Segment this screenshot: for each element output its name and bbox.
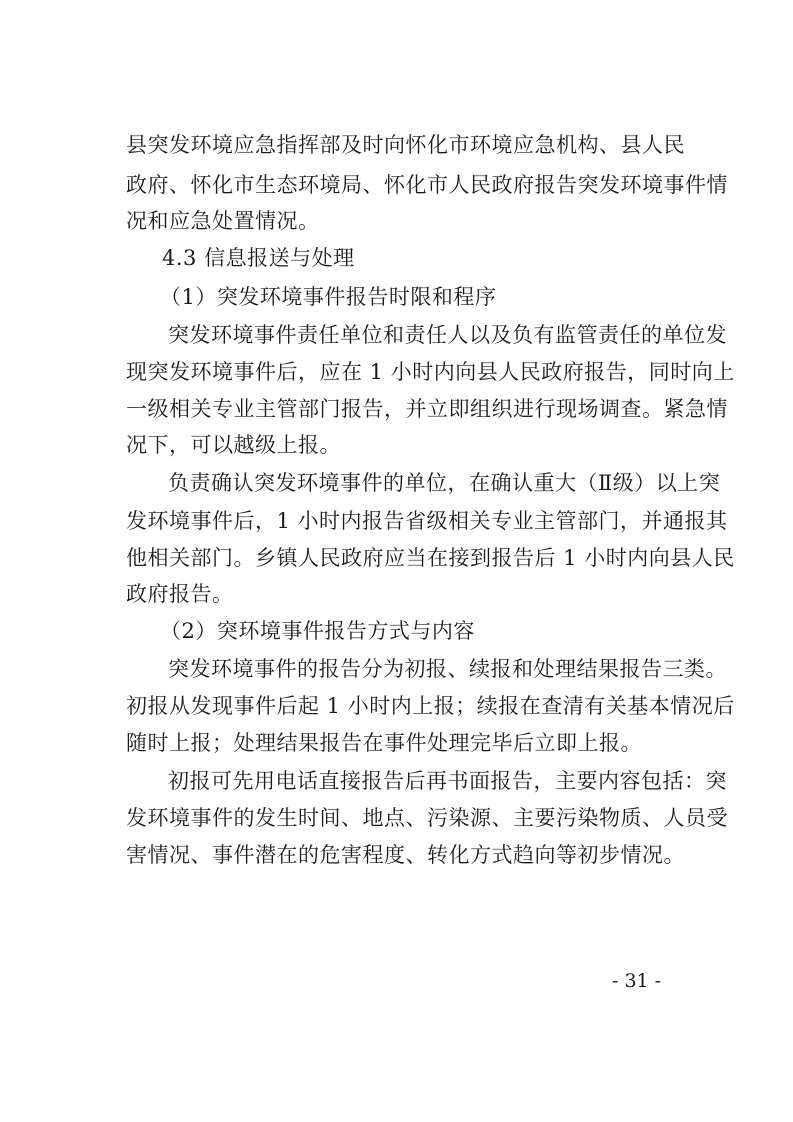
subsection-heading: （2）突环境事件报告方式与内容 bbox=[160, 619, 475, 643]
paragraph-line: 现突发环境事件后，应在 1 小时内向县人民政府报告，同时向上 bbox=[126, 360, 735, 384]
paragraph-line: 县突发环境应急指挥部及时向怀化市环境应急机构、县人民 bbox=[126, 133, 685, 157]
paragraph-line: 政府、怀化市生态环境局、怀化市人民政府报告突发环境事件情 bbox=[126, 173, 728, 197]
subsection-heading: （1）突发环境事件报告时限和程序 bbox=[160, 285, 497, 309]
paragraph-line: 随时上报；处理结果报告在事件处理完毕后立即上报。 bbox=[126, 731, 642, 755]
paragraph-line: 发环境事件后，1 小时内报告省级相关专业主管部门，并通报其 bbox=[126, 509, 728, 533]
paragraph-line: 一级相关专业主管部门报告，并立即组织进行现场调查。紧急情 bbox=[126, 397, 728, 421]
paragraph-line: 况下，可以越级上报。 bbox=[126, 433, 341, 457]
page-number: - 31 - bbox=[612, 970, 662, 992]
paragraph-line: 况和应急处置情况。 bbox=[126, 209, 320, 233]
paragraph-line: 初报可先用电话直接报告后再书面报告，主要内容包括：突 bbox=[168, 769, 727, 793]
paragraph-line: 发环境事件的发生时间、地点、污染源、主要污染物质、人员受 bbox=[126, 806, 728, 830]
paragraph-line: 初报从发现事件后起 1 小时内上报；续报在查清有关基本情况后 bbox=[126, 694, 735, 718]
paragraph-line: 政府报告。 bbox=[126, 582, 234, 606]
paragraph-line: 害情况、事件潜在的危害程度、转化方式趋向等初步情况。 bbox=[126, 843, 685, 867]
paragraph-line: 负责确认突发环境事件的单位，在确认重大（Ⅱ级）以上突 bbox=[168, 471, 721, 495]
paragraph-line: 他相关部门。乡镇人民政府应当在接到报告后 1 小时内向县人民 bbox=[126, 546, 735, 570]
paragraph-line: 突发环境事件的报告分为初报、续报和处理结果报告三类。 bbox=[168, 657, 727, 681]
section-heading: 4.3 信息报送与处理 bbox=[162, 246, 355, 270]
paragraph-line: 突发环境事件责任单位和责任人以及负有监管责任的单位发 bbox=[168, 323, 727, 347]
